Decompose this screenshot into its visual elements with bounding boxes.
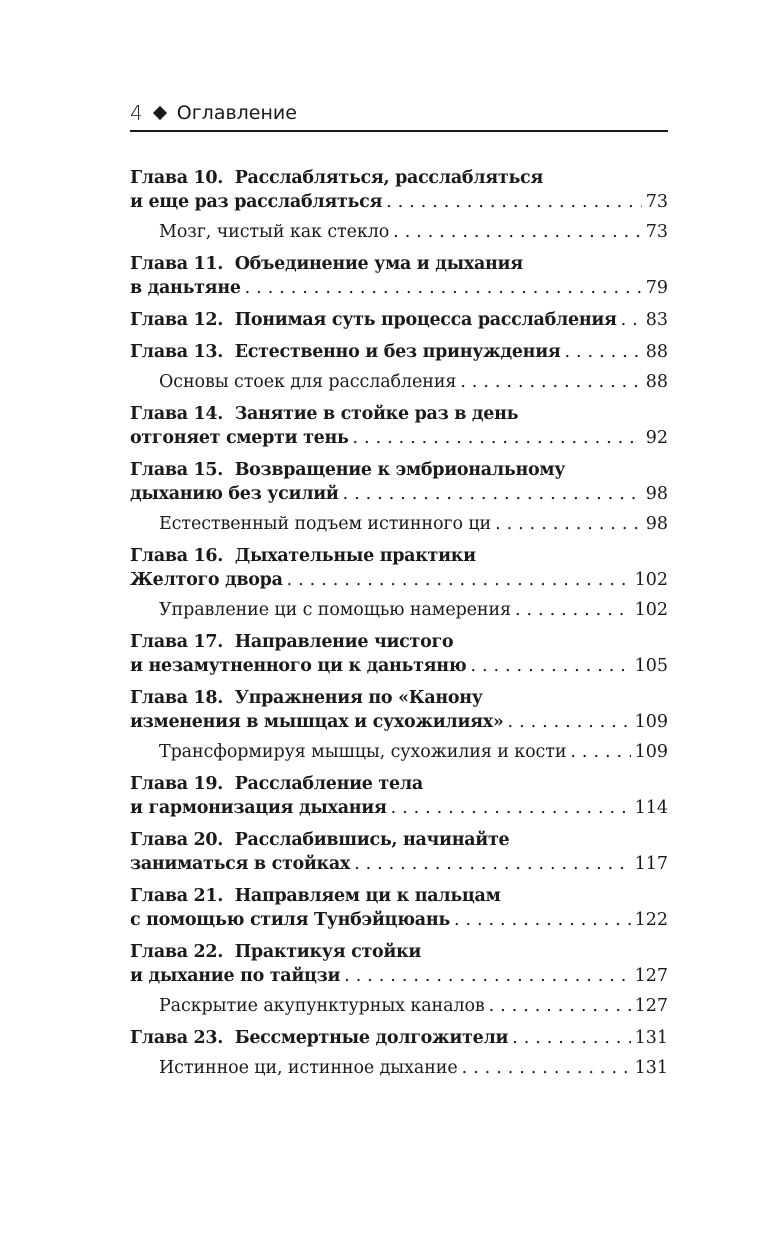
- chapter-title-line2: в даньтяне: [130, 278, 241, 298]
- chapter-title-line1: Занятие в стойке раз в день: [234, 404, 519, 424]
- chapter-title: [130, 852, 350, 876]
- page-ref: 98: [645, 514, 668, 534]
- dot-leader: [512, 1026, 630, 1050]
- chapter-title-line1: Расслабление тела: [234, 774, 423, 794]
- page-ref: 92: [645, 428, 668, 448]
- chapter-title-line1: Дыхательные практики: [234, 546, 476, 566]
- toc-entry: [130, 458, 668, 536]
- page-ref: 127: [634, 966, 668, 986]
- section-row[interactable]: [130, 598, 668, 622]
- chapter-heading: [130, 686, 668, 710]
- chapter-heading: [130, 166, 668, 190]
- chapter-row[interactable]: [130, 426, 668, 450]
- chapter-heading: [130, 458, 668, 482]
- chapter-row[interactable]: [130, 964, 668, 988]
- page-ref: 127: [634, 996, 668, 1016]
- chapter-title-line2: и незамутненного ци к даньтяню: [130, 656, 467, 676]
- toc-entry: [130, 252, 668, 300]
- toc-entry: [130, 1026, 668, 1080]
- toc-entry: [130, 166, 668, 244]
- chapter-title-line1: Направляем ци к пальцам: [234, 886, 501, 906]
- chapter-title-line2: с помощью стиля Тунбэйцюань: [130, 910, 450, 930]
- chapter-number: Глава 17.: [130, 632, 235, 652]
- chapter-title-line2: изменения в мышцах и сухожилиях»: [130, 712, 504, 732]
- chapter-row[interactable]: [130, 308, 668, 332]
- chapter-title-line2: Естественно и без принуждения: [234, 342, 561, 362]
- chapter-title-line2: и дыхание по тайцзи: [130, 966, 341, 986]
- section-row[interactable]: [130, 1056, 668, 1080]
- dot-leader: [495, 512, 642, 536]
- chapter-number: Глава 15.: [130, 460, 235, 480]
- page-ref: 88: [645, 342, 668, 362]
- dot-leader: [454, 908, 631, 932]
- dot-leader: [344, 964, 630, 988]
- chapter-number: Глава 22.: [130, 942, 235, 962]
- toc-entry: [130, 686, 668, 764]
- chapter-title: [130, 276, 241, 300]
- page-ref: 73: [645, 192, 668, 212]
- header-title: Оглавление: [176, 102, 297, 124]
- dot-leader: [508, 710, 631, 734]
- chapter-number: Глава 16.: [130, 546, 235, 566]
- toc-entry: [130, 340, 668, 394]
- chapter-title: [130, 482, 339, 506]
- chapter-title: [130, 654, 466, 678]
- dot-leader: [515, 598, 631, 622]
- dot-leader: [621, 308, 642, 332]
- chapter-title-line2: Желтого двора: [130, 570, 283, 590]
- page-ref: 131: [634, 1028, 668, 1048]
- chapter-number: Глава 11.: [130, 254, 235, 274]
- dot-leader: [386, 190, 642, 214]
- section-title: Мозг, чистый как стекло: [159, 222, 390, 242]
- page-ref: 122: [634, 910, 668, 930]
- chapter-title-line2: Понимая суть процесса расслабления: [234, 310, 617, 330]
- chapter-number: Глава 13.: [130, 342, 235, 362]
- chapter-number: Глава 10.: [130, 168, 235, 188]
- table-of-contents: [130, 166, 668, 1088]
- chapter-heading: [130, 630, 668, 654]
- chapter-heading: [130, 252, 668, 276]
- page-number: 4: [130, 101, 143, 125]
- page-ref: 79: [645, 278, 668, 298]
- toc-entry: [130, 544, 668, 622]
- chapter-title: [130, 796, 387, 820]
- chapter-title: [130, 308, 617, 332]
- chapter-row[interactable]: [130, 654, 668, 678]
- dot-leader: [570, 740, 630, 764]
- section-title: Раскрытие акупунктурных каналов: [159, 996, 485, 1016]
- chapter-row[interactable]: [130, 340, 668, 364]
- chapter-title-line1: Направление чистого: [234, 632, 454, 652]
- chapter-title-line1: Возвращение к эмбриональному: [234, 460, 566, 480]
- chapter-title-line1: Расслабляться, расслабляться: [234, 168, 544, 188]
- running-header: [130, 96, 668, 132]
- chapter-number: Глава 14.: [130, 404, 235, 424]
- page-ref: 73: [645, 222, 668, 242]
- chapter-heading: [130, 544, 668, 568]
- section-row[interactable]: [130, 740, 668, 764]
- toc-entry: [130, 402, 668, 450]
- chapter-title: [130, 190, 382, 214]
- section-row[interactable]: [130, 370, 668, 394]
- chapter-row[interactable]: [130, 852, 668, 876]
- section-row[interactable]: [130, 994, 668, 1018]
- toc-entry: [130, 828, 668, 876]
- chapter-number: Глава 19.: [130, 774, 235, 794]
- chapter-row[interactable]: [130, 1026, 668, 1050]
- dot-leader: [470, 654, 630, 678]
- section-row[interactable]: [130, 512, 668, 536]
- page-ref: 98: [645, 484, 668, 504]
- dot-leader: [391, 796, 631, 820]
- chapter-title-line1: Расслабившись, начинайте: [234, 830, 510, 850]
- chapter-title: [130, 1026, 508, 1050]
- section-title: Естественный подъем истинного ци: [159, 514, 492, 534]
- chapter-number: Глава 12.: [130, 310, 235, 330]
- chapter-title-line1: Упражнения по «Канону: [234, 688, 483, 708]
- chapter-title: [130, 964, 340, 988]
- chapter-title-line2: отгоняет смерти тень: [130, 428, 349, 448]
- chapter-title-line2: и еще раз расслабляться: [130, 192, 383, 212]
- chapter-title-line2: заниматься в стойках: [130, 854, 351, 874]
- section-row[interactable]: [130, 220, 668, 244]
- toc-entry: [130, 940, 668, 1018]
- diamond-icon: [153, 106, 167, 120]
- toc-entry: [130, 308, 668, 332]
- chapter-title: [130, 426, 349, 450]
- dot-leader: [287, 568, 631, 592]
- page-ref: 83: [645, 310, 668, 330]
- chapter-number: Глава 20.: [130, 830, 235, 850]
- page-ref: 88: [645, 372, 668, 392]
- chapter-row[interactable]: [130, 276, 668, 300]
- dot-leader: [245, 276, 642, 300]
- dot-leader: [343, 482, 642, 506]
- dot-leader: [489, 994, 631, 1018]
- chapter-number: Глава 23.: [130, 1028, 235, 1048]
- chapter-heading: [130, 772, 668, 796]
- chapter-title: [130, 340, 561, 364]
- chapter-title: [130, 908, 450, 932]
- section-title: Управление ци с помощью намерения: [159, 600, 511, 620]
- chapter-row[interactable]: [130, 796, 668, 820]
- page-ref: 109: [634, 742, 668, 762]
- toc-entry: [130, 630, 668, 678]
- section-title: Трансформируя мышцы, сухожилия и кости: [159, 742, 567, 762]
- chapter-title-line1: Практикуя стойки: [234, 942, 422, 962]
- chapter-heading: [130, 402, 668, 426]
- chapter-title-line2: дыханию без усилий: [130, 484, 339, 504]
- chapter-row[interactable]: [130, 710, 668, 734]
- dot-leader: [462, 1056, 631, 1080]
- toc-entry: [130, 772, 668, 820]
- page-ref: 117: [634, 854, 668, 874]
- dot-leader: [354, 852, 631, 876]
- chapter-heading: [130, 884, 668, 908]
- chapter-row[interactable]: [130, 568, 668, 592]
- chapter-row[interactable]: [130, 908, 668, 932]
- section-title: Истинное ци, истинное дыхание: [159, 1058, 458, 1078]
- chapter-number: Глава 21.: [130, 886, 235, 906]
- page-ref: 109: [634, 712, 668, 732]
- page-ref: 114: [634, 798, 668, 818]
- chapter-heading: [130, 940, 668, 964]
- dot-leader: [393, 220, 642, 244]
- page-ref: 102: [634, 570, 668, 590]
- toc-entry: [130, 884, 668, 932]
- chapter-number: Глава 18.: [130, 688, 235, 708]
- section-title: Основы стоек для расслабления: [159, 372, 457, 392]
- chapter-row[interactable]: [130, 190, 668, 214]
- page-ref: 105: [634, 656, 668, 676]
- chapter-title: [130, 568, 283, 592]
- page-ref: 102: [634, 600, 668, 620]
- chapter-title-line2: Бессмертные долгожители: [234, 1028, 509, 1048]
- chapter-title: [130, 710, 504, 734]
- dot-leader: [460, 370, 641, 394]
- chapter-title-line1: Объединение ума и дыхания: [234, 254, 523, 274]
- dot-leader: [565, 340, 642, 364]
- page-ref: 131: [634, 1058, 668, 1078]
- chapter-row[interactable]: [130, 482, 668, 506]
- chapter-heading: [130, 828, 668, 852]
- chapter-title-line2: и гармонизация дыхания: [130, 798, 387, 818]
- dot-leader: [353, 426, 642, 450]
